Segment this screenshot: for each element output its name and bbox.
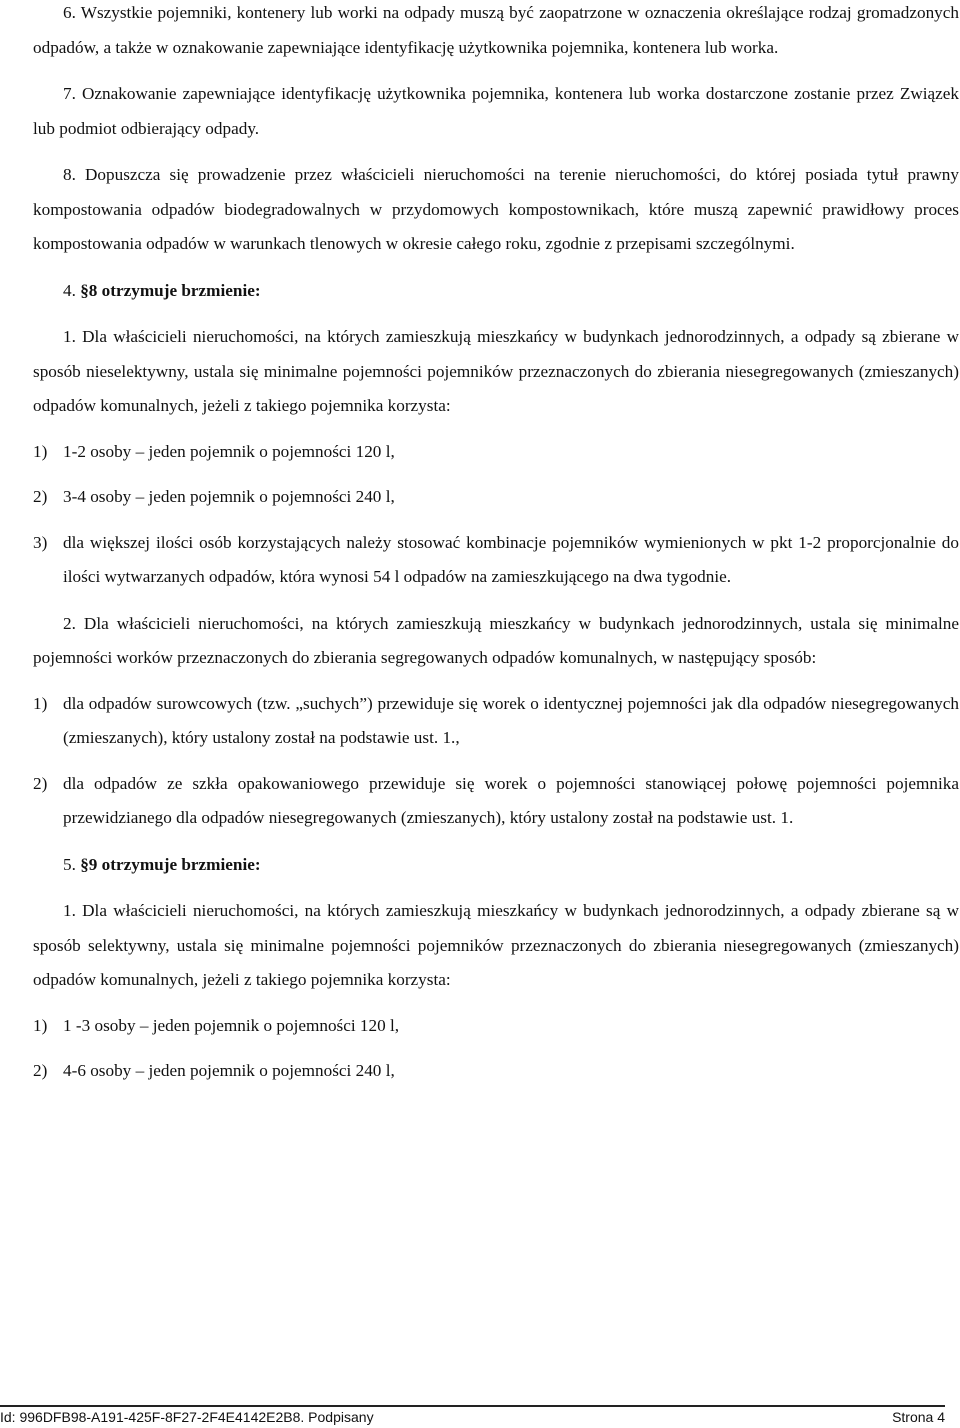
s9-paragraph-1: 1. Dla właścicieli nieruchomości, na których zamieszkują mieszkańcy w budynkach jednorodzinnych, a odpady zbierane są w sposób selektywny, ustala się minimalne pojemności pojemników przeznaczonych do zbierania niesegregowanych (zmieszanych) odpadów komunalnych, jeżeli z takiego pojemnika korzysta: <box>33 901 959 989</box>
paragraph-8: 8. Dopuszcza się prowadzenie przez właścicieli nieruchomości na terenie nieruchomości, do której posiada tytuł prawny kompostowania odpadów biodegradowalnych w przydomowych kompostownikach, które muszą zapewnić prawidłowy proces kompostowania odpadów w warunkach tlenowych w okresie całego roku, zgodnie z przepisami szczególnymi. <box>33 165 959 253</box>
section-number: 5. <box>63 854 76 874</box>
page-number: Strona 4 <box>892 1409 945 1425</box>
footer-divider <box>0 1405 945 1407</box>
s8-paragraph-2: 2. Dla właścicieli nieruchomości, na których zamieszkują mieszkańcy w budynkach jednorodzinnych, ustala się minimalne pojemności worków przeznaczonych do zbierania segregowanych odpadów komunalnych, w następujący sposób: <box>33 613 959 667</box>
list-number: 1) <box>33 441 48 461</box>
list-text: 4-6 osoby – jeden pojemnik o pojemności 240 l, <box>63 1061 395 1080</box>
section-title: §9 otrzymuje brzmienie: <box>80 854 261 874</box>
document-body <box>33 0 959 1089</box>
list-text: 1 -3 osoby – jeden pojemnik o pojemności 120 l, <box>63 1015 400 1035</box>
document-id: Id: 996DFB98-A191-425F-8F27-2F4E4142E2B8. Podpisany <box>0 1409 374 1425</box>
list-item <box>33 687 959 756</box>
section-heading-8 <box>33 274 959 309</box>
list-text: 3-4 osoby – jeden pojemnik o pojemności 240 l, <box>63 487 395 506</box>
list-number: 1) <box>33 1015 48 1035</box>
list-item <box>33 480 959 515</box>
list-number: 2) <box>33 1061 48 1080</box>
list-item <box>33 526 959 595</box>
section-heading-9 <box>33 848 959 883</box>
list-item <box>33 1054 959 1089</box>
list-number: 3) <box>33 532 48 552</box>
list-number: 2) <box>33 487 48 506</box>
s8-paragraph-1: 1. Dla właścicieli nieruchomości, na których zamieszkują mieszkańcy w budynkach jednorodzinnych, a odpady są zbierane w sposób nieselektywny, ustala się minimalne pojemności pojemników przeznaczonych do zbierania niesegregowanych (zmieszanych) odpadów komunalnych, jeżeli z takiego pojemnika korzysta: <box>33 327 959 415</box>
list-item <box>33 767 959 836</box>
list-text: 1-2 osoby – jeden pojemnik o pojemności 120 l, <box>63 441 395 461</box>
page-footer <box>0 1409 945 1425</box>
list-text: dla odpadów ze szkła opakowaniowego przewiduje się worek o pojemności stanowiącej połowę pojemności pojemnika przewidzianego dla odpadów niesegregowanych (zmieszanych), który ustalony został na podstawie ust. 1. <box>63 773 959 827</box>
paragraph-6: 6. Wszystkie pojemniki, kontenery lub worki na odpady muszą być zaopatrzone w oznaczenia określające rodzaj gromadzonych odpadów, a także w oznakowanie zapewniające identyfikację użytkownika pojemnika, kontenera lub worka. <box>33 3 959 57</box>
section-number: 4. <box>63 280 76 300</box>
list-item <box>33 1009 959 1044</box>
section-title: §8 otrzymuje brzmienie: <box>80 280 261 300</box>
list-number: 2) <box>33 773 48 793</box>
list-item <box>33 435 959 470</box>
list-number: 1) <box>33 693 48 713</box>
list-text: dla odpadów surowcowych (tzw. „suchych”) przewiduje się worek o identycznej pojemności jak dla odpadów niesegregowanych (zmieszanych), który ustalony został na podstawie ust. 1., <box>63 693 959 747</box>
paragraph-7: 7. Oznakowanie zapewniające identyfikację użytkownika pojemnika, kontenera lub worka dostarczone zostanie przez Związek lub podmiot odbierający odpady. <box>33 84 959 138</box>
list-text: dla większej ilości osób korzystających należy stosować kombinacje pojemników wymienionych w pkt 1-2 proporcjonalnie do ilości wytwarzanych odpadów, która wynosi 54 l odpadów na zamieszkującego na dwa tygodnie. <box>63 532 959 586</box>
